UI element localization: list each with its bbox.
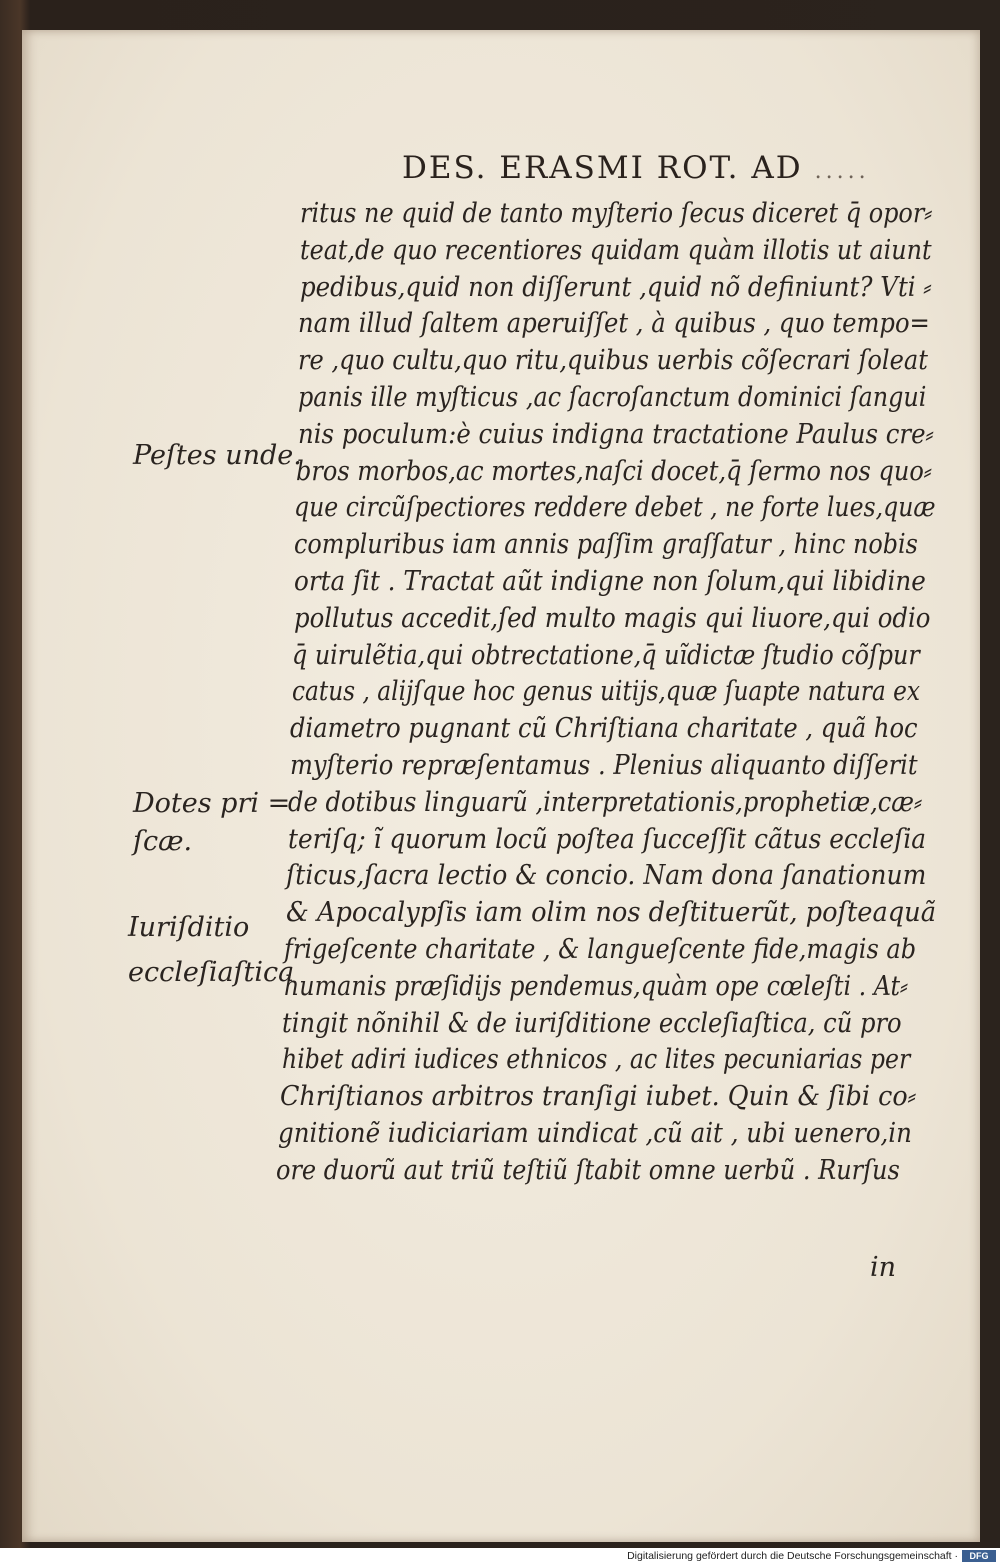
- text-line: orta ſit . Tractat aũt indigne non ſolum,qui libidine: [294, 565, 926, 597]
- margin-note: Dotes pri =: [133, 788, 291, 819]
- text-line: nam illud ſaltem aperuiſſet , à quibus , quo tempo=: [298, 307, 930, 340]
- text-line: gnitionẽ iudiciariam uindicat ,cũ ait , ubi uenero,in: [278, 1117, 912, 1149]
- text-line: panis ille myſticus ,ac ſacroſanctum dominici ſangui: [298, 381, 927, 413]
- text-line: Chriſtianos arbitros tranſigi iubet. Quin & ſibi co⸗: [280, 1080, 917, 1113]
- text-line: teriſq; ĩ quorum locũ poſtea ſucceſſit cãtus eccleſia: [288, 822, 926, 855]
- text-line: ore duorũ aut triũ teſtiũ ſtabit omne uerbũ . Rurſus: [276, 1153, 900, 1186]
- running-head-dots: .....: [814, 159, 870, 184]
- margin-note: eccleſiaſtica: [128, 957, 295, 988]
- text-line: & Apocalypſis iam olim nos deſtituerũt, poſteaquã: [286, 896, 936, 929]
- text-line: myſterio repræſentamus . Plenius aliquanto diſſerit: [290, 749, 918, 781]
- text-line: compluribus iam annis paſſim graſſatur , hinc nobis: [294, 528, 918, 561]
- margin-note: ſcæ.: [133, 826, 193, 857]
- text-line: re ,quo cultu,quo ritu,quibus uerbis cõſecrari ſoleat: [298, 344, 928, 377]
- running-head: [402, 150, 870, 186]
- text-line: nis poculum:è cuius indigna tractatione Paulus cre⸗: [298, 417, 934, 450]
- running-head-title: DES. ERASMI ROT. AD: [402, 150, 803, 186]
- text-line: diametro pugnant cũ Chriſtiana charitate , quã hoc: [290, 712, 918, 745]
- text-line: q̄ uirulẽtia,qui obtrectatione,q̄ uĩdictæ ſtudio cõſpur: [292, 638, 920, 671]
- text-line: pollutus accedit,ſed multo magis qui liuore,qui odio: [294, 601, 931, 634]
- text-line: catus , alijſque hoc genus uitijs,quæ ſuapte natura ex: [292, 675, 921, 708]
- text-line: que circũſpectiores reddere debet , ne forte lues,quæ: [294, 491, 936, 524]
- text-line: de dotibus linguarũ ,interpretationis,prophetiæ,cæ⸗: [288, 785, 923, 818]
- text-line: ſticus,ſacra lectio & concio. Nam dona ſanationum: [286, 859, 927, 892]
- text-line: bros morbos,ac mortes,naſci docet,q̄ ſermo nos quo⸗: [296, 454, 932, 487]
- text-line: tingit nõnihil & de iuriſditione eccleſiaſtica, cũ pro: [282, 1006, 902, 1039]
- text-line: teat,de quo recentiores quidam quàm illotis ut aiunt: [300, 233, 932, 266]
- digitization-footer: [0, 1548, 1000, 1564]
- margin-note: Peſtes unde.: [133, 440, 302, 471]
- text-line: humanis præſidijs pendemus,quàm ope cœleſti . At⸗: [284, 969, 908, 1002]
- margin-note: Iuriſditio: [128, 912, 250, 943]
- catchword: in: [870, 1252, 897, 1283]
- text-line: frigeſcente charitate , & langueſcente fide,magis ab: [284, 933, 917, 965]
- text-line: hibet adiri iudices ethnicos , ac lites pecuniarias per: [282, 1043, 911, 1076]
- text-line: ritus ne quid de tanto myſterio ſecus diceret q̄ opor⸗: [300, 197, 933, 229]
- text-line: pedibus,quid non diſſerunt ,quid nõ definiunt? Vti ⸗: [300, 270, 932, 303]
- dfg-logo-icon: DFG: [962, 1550, 996, 1562]
- footer-credit: Digitalisierung gefördert durch die Deutsche Forschungsgemeinschaft ·: [627, 1550, 958, 1562]
